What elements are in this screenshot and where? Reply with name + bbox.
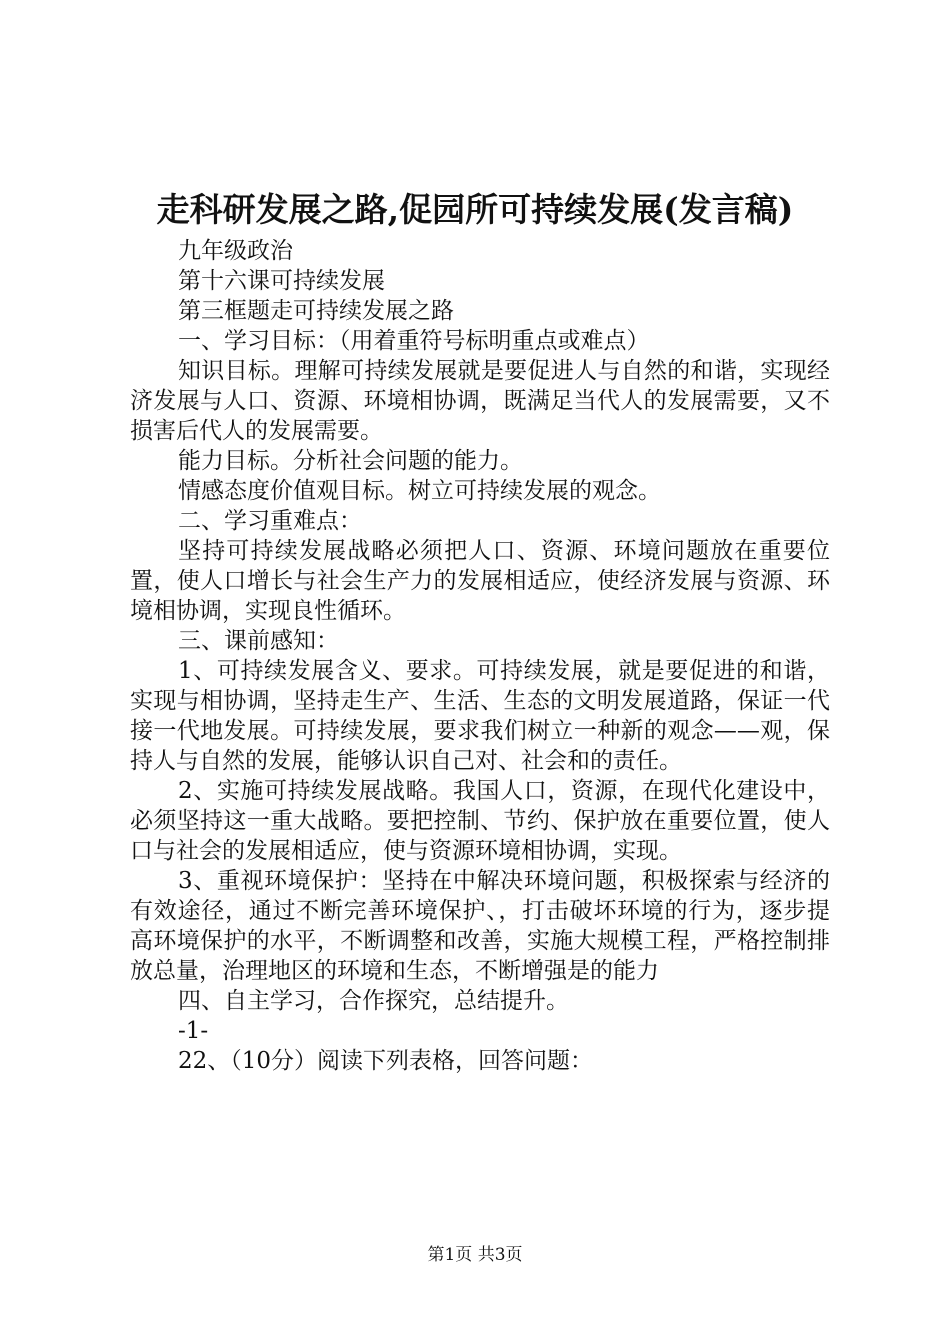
paragraph-question-22: 22、（10分）阅读下列表格，回答问题： [178,1048,594,1074]
heading-key-points: 二、学习重难点： [178,508,362,534]
paragraph-attitude-goal: 情感态度价值观目标。树立可持续发展的观念。 [178,478,661,504]
paragraph-item-3: 3、重视环境保护：坚持在中解决环境问题，积极探索与经济的有效途径，通过不断完善环境保护、，打击破坏环境的行为，逐步提高环境保护的水平，不断调整和改善，实施大规模工程，严格控制排放总量，治理地区的环境和生态，不断增强是的能力 [130,868,830,984]
heading-preview: 三、课前感知： [178,628,339,654]
heading-learning-goals: 一、学习目标：（用着重符号标明重点或难点） [178,328,650,354]
paragraph-ability-goal: 能力目标。分析社会问题的能力。 [178,448,523,474]
paragraph-topic: 第三框题走可持续发展之路 [178,298,454,324]
heading-self-study: 四、自主学习，合作探究，总结提升。 [178,988,569,1014]
paragraph-item-1: 1、可持续发展含义、要求。可持续发展，就是要促进的和谐，实现与相协调，坚持走生产、生活、生态的文明发展道路，保证一代接一代地发展。可持续发展，要求我们树立一种新的观念——观，保持人与自然的发展，能够认识自己对、社会和的责任。 [130,658,830,774]
page-footer: 第1页 共3页 [427,1245,523,1265]
paragraph-knowledge-goal: 知识目标。理解可持续发展就是要促进人与自然的和谐，实现经济发展与人口、资源、环境相协调，既满足当代人的发展需要，又不损害后代人的发展需要。 [130,358,830,444]
paragraph-lesson: 第十六课可持续发展 [178,268,385,294]
paragraph-key-points: 坚持可持续发展战略必须把人口、资源、环境问题放在重要位置，使人口增长与社会生产力的发展相适应，使经济发展与资源、环境相协调，实现良性循环。 [130,538,830,624]
inline-page-marker: -1- [178,1018,209,1044]
document-title: 走科研发展之路,促园所可持续发展(发言稿) [156,190,794,229]
paragraph-subject: 九年级政治 [178,238,293,264]
paragraph-item-2: 2、实施可持续发展战略。我国人口，资源，在现代化建设中，必须坚持这一重大战略。要把控制、节约、保护放在重要位置，使人口与社会的发展相适应，使与资源环境相协调，实现。 [130,778,830,864]
document-body [130,236,830,1076]
